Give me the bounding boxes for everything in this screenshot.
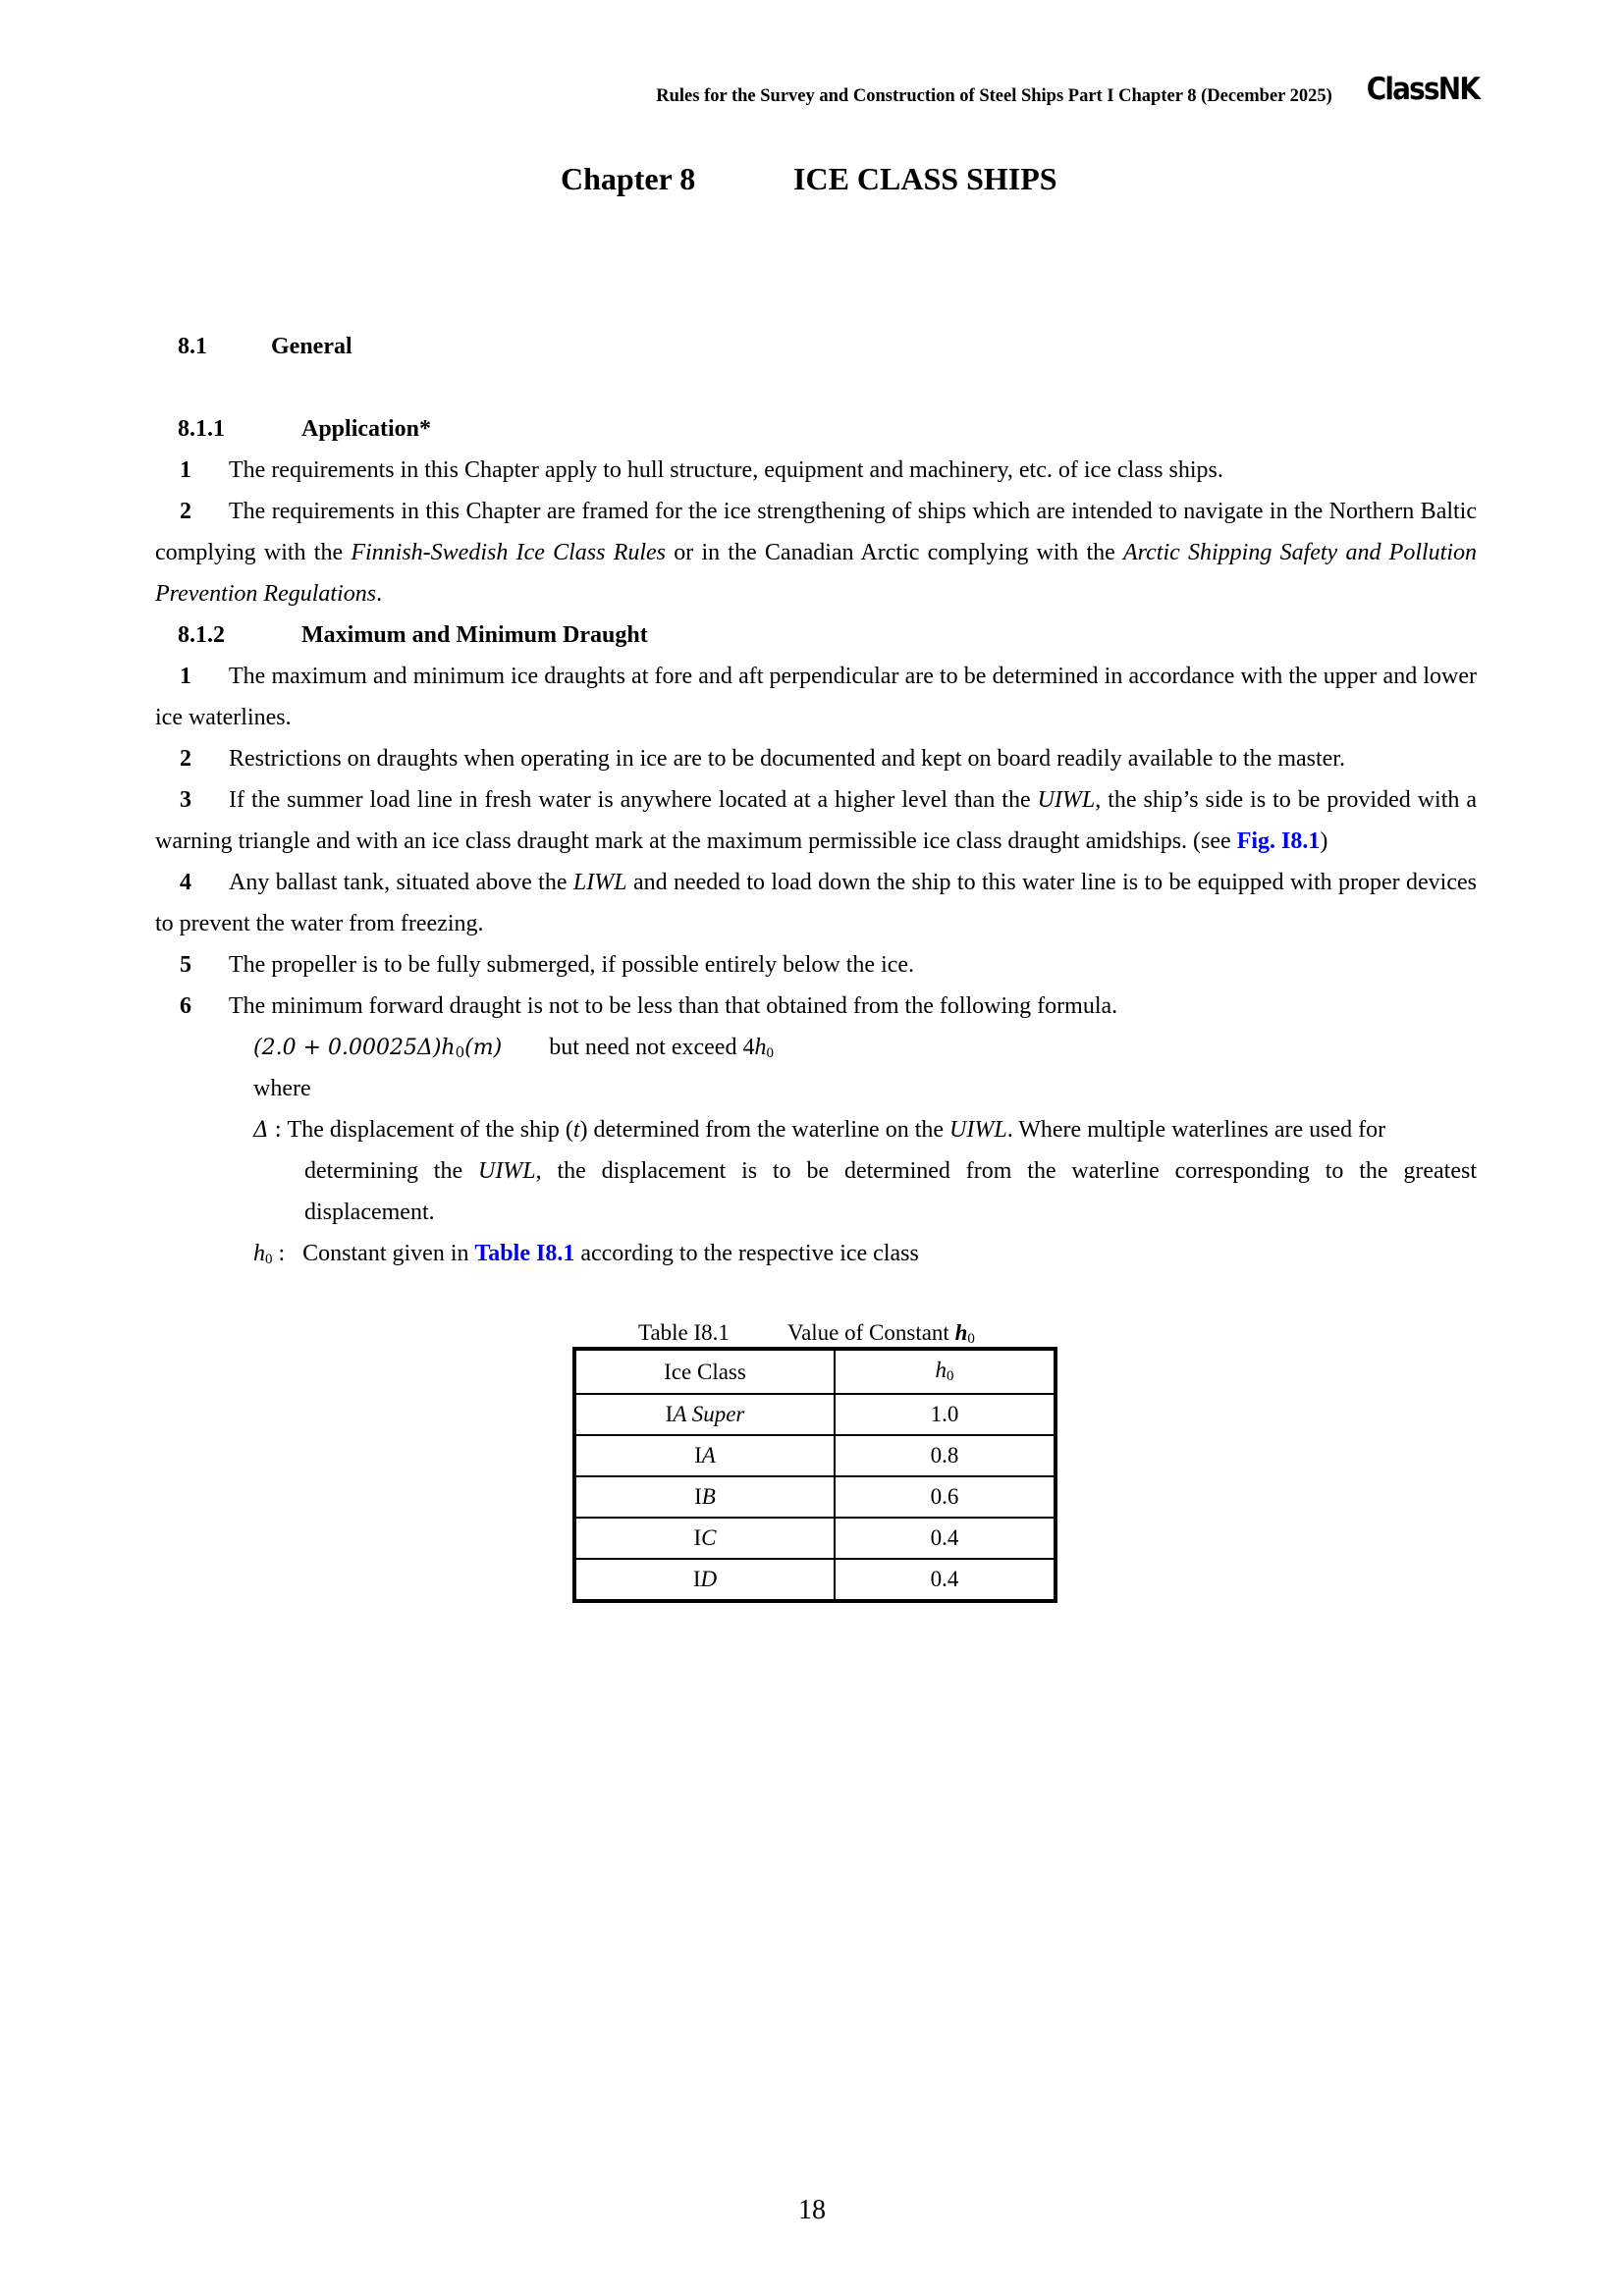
uiwl-term: UIWL xyxy=(1037,787,1096,813)
subsection-8-1-2-number: 8.1.2 xyxy=(178,622,225,648)
ice-class-suffix: D xyxy=(700,1567,718,1591)
header-h0-sub: 0 xyxy=(947,1368,954,1384)
definition-text: : The displacement of the ship ( xyxy=(268,1117,573,1143)
definition-text: , the displacement is to be determined from the waterline corresponding to the greatest xyxy=(535,1158,1478,1184)
table-caption-sub: 0 xyxy=(967,1331,975,1347)
delta-definition-line2 xyxy=(304,1156,1477,1186)
paragraph-text: . xyxy=(376,581,383,607)
ice-class-suffix: C xyxy=(701,1525,717,1550)
page-number: 18 xyxy=(798,2195,826,2225)
table-caption-number: Table I8.1 xyxy=(638,1320,730,1345)
paragraph-8-1-2-1 xyxy=(155,656,1477,738)
h0-variable: h xyxy=(253,1241,265,1266)
table-header-row xyxy=(574,1349,1056,1394)
ice-class-prefix: I xyxy=(694,1443,702,1468)
paragraph-8-1-2-6 xyxy=(155,986,1477,1027)
h0-value-cell: 0.8 xyxy=(835,1435,1056,1476)
classnk-logo: ClassNK xyxy=(1366,72,1479,107)
ice-class-suffix: B xyxy=(701,1484,716,1509)
delta-definition-line3: displacement. xyxy=(304,1200,435,1225)
arctic-regulations-title: Arctic Shipping Safety and Pollution Prevention Regulations xyxy=(155,540,1478,607)
definition-text: ) determined from the waterline on the xyxy=(579,1117,950,1143)
formula-subscript: 0 xyxy=(455,1043,465,1061)
tonne-unit: t xyxy=(572,1117,580,1143)
table-row xyxy=(574,1518,1056,1559)
ice-class-cell xyxy=(574,1394,835,1435)
chapter-title: ICE CLASS SHIPS xyxy=(793,161,1057,196)
header-ice-class: Ice Class xyxy=(574,1349,835,1394)
running-title: Rules for the Survey and Construction of Steel Ships Part I Chapter 8 (December 2025) xyxy=(656,85,1332,106)
ice-class-prefix: I xyxy=(692,1567,701,1591)
subsection-8-1-2-title: Maximum and Minimum Draught xyxy=(301,622,648,648)
paragraph-text: The propeller is to be fully submerged, if possible entirely below the ice. xyxy=(229,952,915,978)
paragraph-8-1-1-1 xyxy=(155,450,1477,491)
ice-class-constant-table xyxy=(572,1347,1057,1603)
paragraph-text: The maximum and minimum ice draughts at fore and aft perpendicular are to be determined in accordance with the upper and lower ice waterlines. xyxy=(155,664,1477,730)
table-i8-1-link[interactable]: Table I8.1 xyxy=(474,1241,575,1266)
paragraph-text: If the summer load line in fresh water is anywhere located at a higher level than the xyxy=(229,787,1038,813)
paragraph-number: 6 xyxy=(180,993,191,1019)
definition-text: determining the xyxy=(304,1158,478,1184)
paragraph-8-1-2-5 xyxy=(155,944,1477,986)
ice-class-cell xyxy=(574,1518,835,1559)
table-row xyxy=(574,1559,1056,1601)
paragraph-number: 4 xyxy=(180,870,191,895)
paragraph-text: Any ballast tank, situated above the xyxy=(229,870,573,895)
paragraph-text: Restrictions on draughts when operating in ice are to be documented and kept on board readily available to the master. xyxy=(229,746,1345,772)
table-caption xyxy=(638,1319,975,1350)
paragraph-number: 3 xyxy=(180,787,191,813)
paragraph-text: The minimum forward draught is not to be less than that obtained from the following formula. xyxy=(229,993,1118,1019)
ice-class-suffix: A Super xyxy=(673,1402,745,1426)
definition-text: . Where multiple waterlines are used for xyxy=(1006,1117,1386,1143)
table-row xyxy=(574,1435,1056,1476)
section-8-1-title: General xyxy=(271,334,352,359)
paragraph-number: 2 xyxy=(180,746,191,772)
header-h0 xyxy=(835,1349,1056,1394)
paragraph-text: and needed to load down the ship to this water line is to be equipped with proper devices to prevent the water from freezing. xyxy=(155,870,1477,936)
paragraph-text: , the ship’s side is to be provided with a warning triangle and with an ice class draught mark at the maximum permissible ice class draught amidships. (see xyxy=(155,787,1477,854)
fig-i8-1-link[interactable]: Fig. I8.1 xyxy=(1236,828,1321,854)
finnish-swedish-rules-title: Finnish-Swedish Ice Class Rules xyxy=(351,540,667,565)
running-header xyxy=(656,72,1479,107)
h0-value-cell: 1.0 xyxy=(835,1394,1056,1435)
chapter-number: Chapter 8 xyxy=(561,161,696,196)
ice-class-prefix: I xyxy=(694,1484,702,1509)
paragraph-number: 1 xyxy=(180,664,191,689)
liwl-term: LIWL xyxy=(572,870,627,895)
where-label: where xyxy=(253,1076,311,1101)
table-caption-var: h xyxy=(954,1320,968,1345)
h0-value-cell: 0.6 xyxy=(835,1476,1056,1518)
h0-definition xyxy=(253,1239,919,1271)
formula-line xyxy=(253,1033,774,1065)
table-row xyxy=(574,1394,1056,1435)
paragraph-text: or in the Canadian Arctic complying with the xyxy=(666,540,1124,565)
subsection-8-1-1-number: 8.1.1 xyxy=(178,416,225,442)
delta-definition-line1 xyxy=(253,1115,1477,1146)
paragraph-8-1-2-2 xyxy=(155,738,1477,779)
ice-class-cell xyxy=(574,1476,835,1518)
formula-expression: (2.0 + 0.00025Δ)h xyxy=(253,1036,456,1060)
section-8-1-number: 8.1 xyxy=(178,334,207,359)
formula xyxy=(253,1036,502,1060)
paragraph-8-1-2-4 xyxy=(155,862,1477,944)
paragraph-8-1-1-2 xyxy=(155,491,1477,614)
paragraph-text: The requirements in this Chapter are framed for the ice strengthening of ships which are intended to navigate in the Northern Baltic complying with the xyxy=(155,499,1477,565)
table-caption-title: Value of Constant xyxy=(787,1320,955,1345)
ice-class-cell xyxy=(574,1559,835,1601)
ice-class-suffix: A xyxy=(701,1443,716,1468)
h0-subscript: 0 xyxy=(265,1252,273,1267)
paragraph-number: 2 xyxy=(180,499,191,524)
ice-class-cell xyxy=(574,1435,835,1476)
formula-limit-sub: 0 xyxy=(766,1045,774,1061)
subsection-8-1-1-title: Application* xyxy=(301,416,432,442)
table-row xyxy=(574,1476,1056,1518)
ice-class-prefix: I xyxy=(693,1525,702,1550)
definition-text: according to the respective ice class xyxy=(574,1241,919,1266)
header-h0-var: h xyxy=(935,1358,947,1382)
formula-limit-text: but need not exceed 4 xyxy=(549,1035,755,1060)
ice-class-prefix: I xyxy=(665,1402,674,1426)
paragraph-number: 1 xyxy=(180,457,191,483)
paragraph-text: The requirements in this Chapter apply to hull structure, equipment and machinery, etc. of ice class ships. xyxy=(229,457,1223,483)
definition-text: : Constant given in xyxy=(272,1241,475,1266)
uiwl-term: UIWL xyxy=(477,1158,536,1184)
h0-value-cell: 0.4 xyxy=(835,1518,1056,1559)
formula-unit: (m) xyxy=(464,1036,503,1060)
paragraph-text: ) xyxy=(1320,828,1328,854)
paragraph-8-1-2-3 xyxy=(155,779,1477,862)
paragraph-number: 5 xyxy=(180,952,191,978)
h0-value-cell: 0.4 xyxy=(835,1559,1056,1601)
formula-limit-var: h xyxy=(754,1035,767,1060)
delta-symbol: Δ xyxy=(253,1118,269,1143)
uiwl-term: UIWL xyxy=(949,1117,1007,1143)
